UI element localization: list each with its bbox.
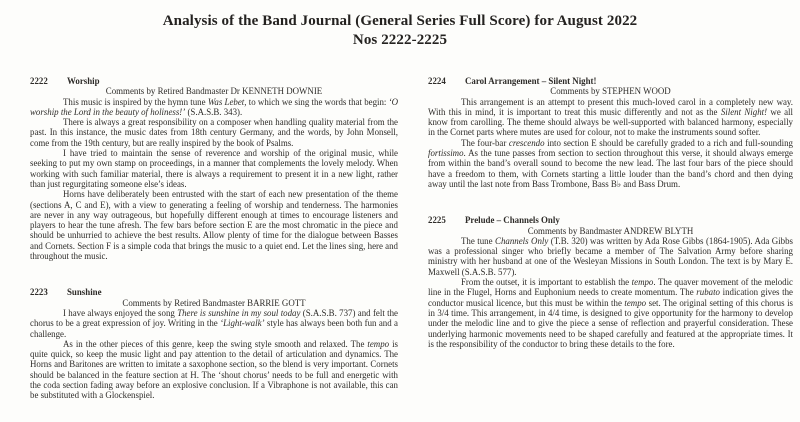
document-title (0, 0, 800, 50)
section-heading (428, 76, 793, 86)
document-title-line2: Nos 2222-2225 (352, 32, 448, 48)
two-column-body (0, 76, 800, 401)
section-byline: Comments by Bandmaster ANDREW BLYTH (527, 225, 694, 236)
section-number: 2224 (428, 76, 446, 86)
section-byline: Comments by Retired Bandmaster Dr KENNETH DOWNIE (105, 86, 323, 97)
section-paragraph: This music is inspired by the hymn tune Was Lebet, to which we sing the words that begin: ‘O worship the Lord in the beauty of holiness!’ (S.A.S.B. 343). (30, 96, 399, 117)
section-paragraph: The four-bar crescendo into section E should be carefully graded to a rich and full-sounding fortissimo. As the tune passes from section to section throughout this verse, it should always emerge from within the band’s overall sound to become the new lead. The last four bars of the piece should have a freedom to them, with Cornets starting a little louder than the band’s chord and then dying away until the last note from Bass Trombone, Bass B♭ and Bass Drum. (428, 137, 793, 189)
section-heading (30, 76, 398, 86)
section-paragraph: Horns have deliberately been entrusted with the start of each new presentation of the theme (sections A, C and E), with a view to generating a feeling of worship and tenderness. The harmonies are never in any way outrageous, but hopefully different enough at times to encourage listeners and players to hear the tune afresh. The few bars before section E are the most chromatic in the piece and should be unhurried to achieve the best results. Allow plenty of time for the dialogue between Basses and Cornets. Section F is a simple coda that brings the music to a quiet end. Let the lines sing, here and throughout the music. (30, 189, 398, 262)
section-paragraph: As in the other pieces of this genre, keep the swing style smooth and relaxed. The tempo is quite quick, so keep the music light and pay attention to the detail of articulation and dynamics. The Horns and Baritones are written to imitate a saxophone section, so the blend is very important. Cornets should be balanced in the feature section at H. The ‘shout chorus’ needs to be full and energetic with the coda section fading away before an explosive conclusion. If a Vibraphone is not available, this can be substituted with a Glockenspiel. (30, 338, 398, 401)
left-column (30, 76, 398, 401)
section-title: Carol Arrangement – Silent Night! (465, 76, 597, 86)
section-byline: Comments by STEPHEN WOOD (550, 86, 671, 97)
section-paragraph: I have always enjoyed the song There is sunshine in my soul today (S.A.S.B. 737) and felt the chorus to be a great expression of joy. Writing in the ‘Light-walk’ style has always been both fun and a challenge. (30, 307, 398, 339)
section-paragraph: The tune Channels Only (T.B. 320) was written by Ada Rose Gibbs (1864-1905). Ada Gibbs was a professional singer who briefly became a member of The Salvation Army before sharing ministry with her husband at one of the Wesleyan Missions in South London. The text is by Mary E. Maxwell (S.A.S.B. 577). (428, 235, 794, 277)
section-paragraph: From the outset, it is important to establish the tempo. The quaver movement of the melodic line in the Flugel, Horns and Euphonium needs to create momentum. The rubato indication gives the conductor musical licence, but this must be within the tempo set. The original setting of this chorus is in 3/4 time. This arrangement, in 4/4 time, is designed to give opportunity for the harmony to develop under the melodic line and to give the piece a sense of reflection and prayerful consideration. These underlying harmonic movements need to be shaped carefully and featured at the appropriate times. It is the responsibility of the conductor to bring these details to the fore. (428, 277, 794, 349)
section-number: 2223 (30, 287, 48, 298)
section-2225 (428, 215, 793, 349)
document-title-line1: Analysis of the Band Journal (General Series Full Score) for August 2022 (162, 13, 638, 29)
section-title: Sunshine (67, 287, 102, 298)
section-title: Worship (67, 76, 100, 86)
section-title: Prelude – Channels Only (465, 215, 560, 226)
section-paragraph: I have tried to maintain the sense of reverence and worship of the original music, while seeking to put my own stamp on proceedings, in a manner that complements the lovely melody. When working with such familiar material, there is always a requirement to present it in a new light, rather than just regurgitating someone else’s ideas. (30, 148, 398, 189)
section-2223 (30, 287, 398, 400)
section-2224 (428, 76, 793, 189)
section-number: 2222 (30, 76, 48, 86)
section-byline: Comments by Retired Bandmaster BARRIE GOTT (122, 297, 306, 308)
section-paragraph: This arrangement is an attempt to present this much-loved carol in a completely new way. With this in mind, it is important to treat this music differently and not as the Silent Night! we all know from carolling. The theme should always be well-supported with balanced harmony, especially in the Cornet parts where mutes are used for colour, not to make the instruments sound softer. (428, 96, 793, 138)
right-column (428, 76, 793, 349)
section-heading (30, 287, 398, 297)
section-2222 (30, 76, 398, 261)
section-paragraph: There is always a great responsibility on a composer when handling quality material from the past. In this instance, the music dates from 18th century Germany, and the words, by John Monsell, come from the 19th century, but are really inspired by the book of Psalms. (30, 117, 398, 148)
section-number: 2225 (428, 215, 446, 226)
section-heading (428, 215, 793, 225)
